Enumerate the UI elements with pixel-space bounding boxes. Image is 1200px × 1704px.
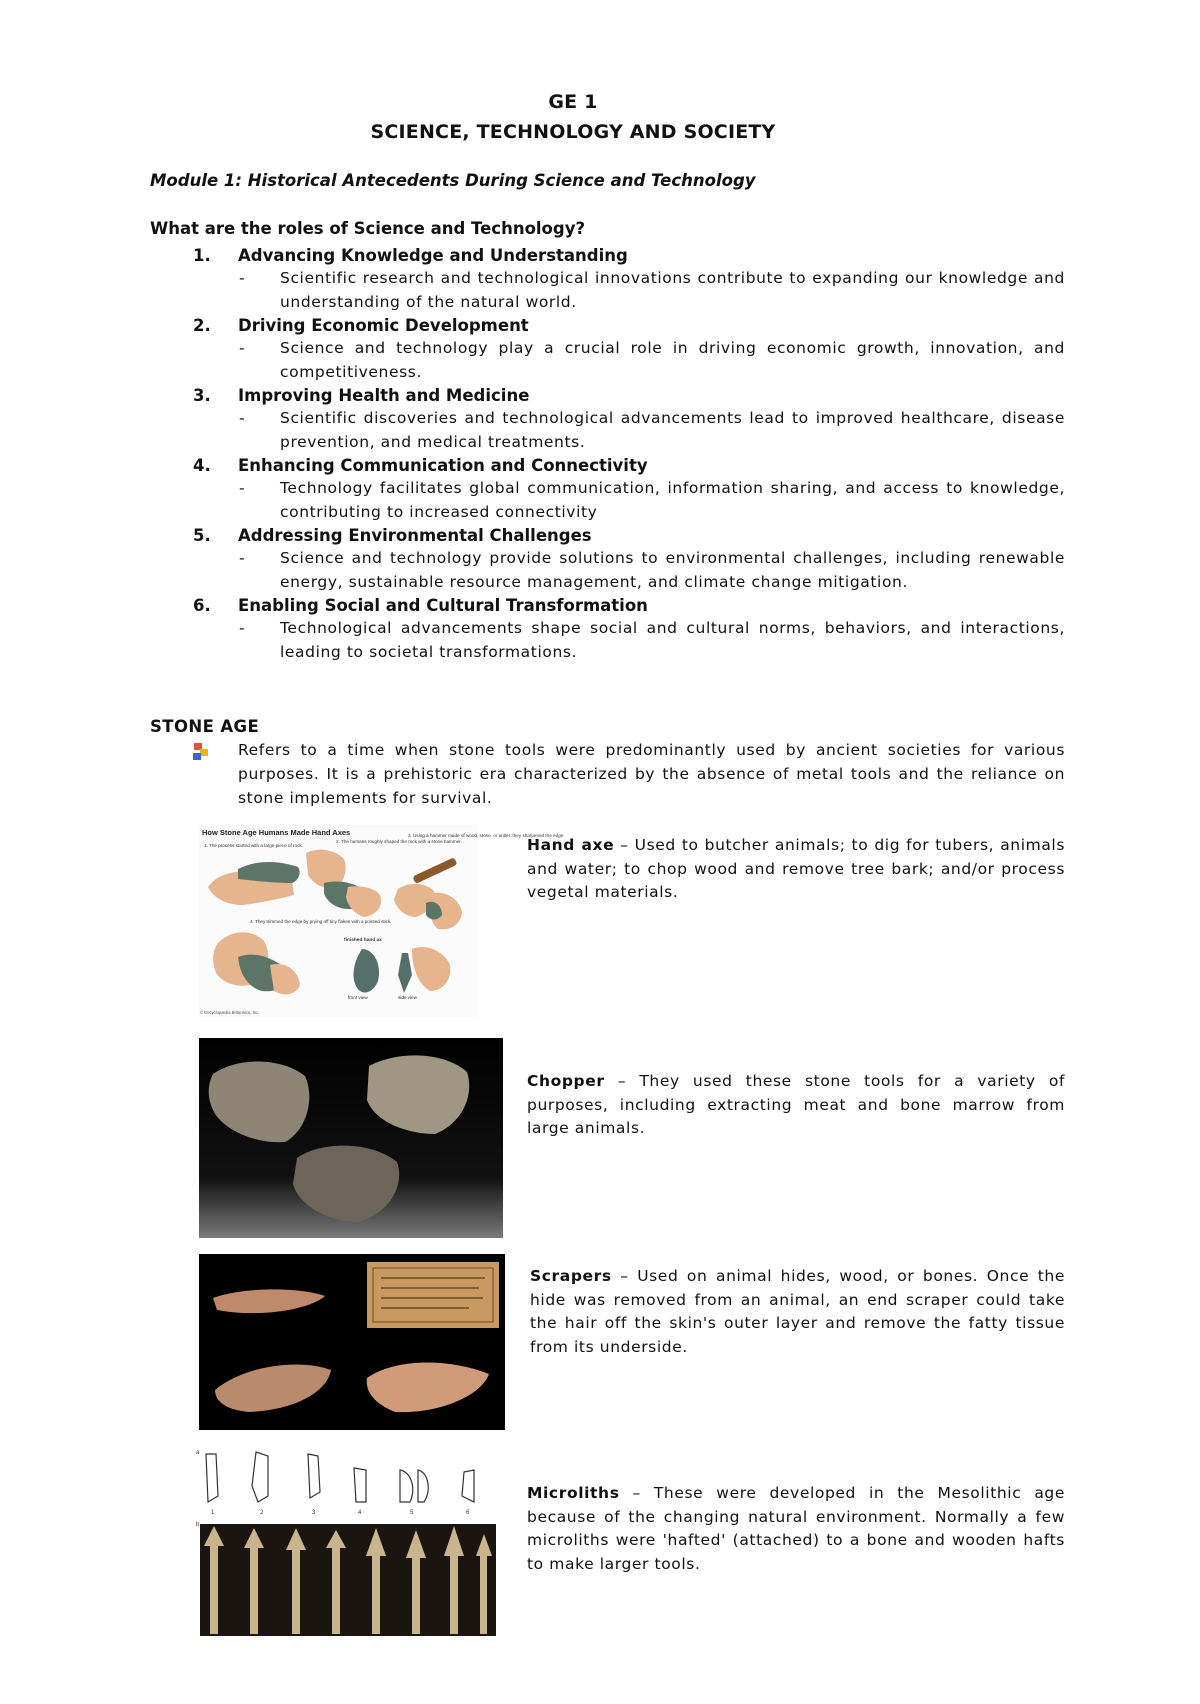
microliths-description: [527, 1482, 1065, 1576]
role-description: [150, 337, 1065, 384]
scrapers-name: Scrapers: [530, 1267, 612, 1285]
role-number: 1.: [193, 246, 211, 265]
step-1-caption: 1. The process started with a large piece of rock.: [204, 843, 303, 848]
role-description-text: Technology facilitates global communication, information sharing, and access to knowledge, contributing to increased connectivity: [280, 479, 1065, 521]
dash-marker: -: [239, 269, 246, 287]
panel-b-label: b: [196, 1522, 200, 1528]
role-description-text: Scientific research and technological innovations contribute to expanding our knowledge and understanding of the natural world.: [280, 269, 1065, 311]
role-description: [150, 407, 1065, 454]
step-3-hand-icon: [394, 857, 462, 929]
scrapers-text: Used on animal hides, wood, or bones. Once the hide was removed from an animal, an end scraper could take the hair off the skin's outer layer and remove the fatty tissue from its underside.: [530, 1267, 1065, 1356]
role-heading: [150, 314, 1065, 337]
role-item: [150, 314, 1065, 384]
chopper-text: They used these stone tools for a variety of purposes, including extracting meat and bone marrow from large animals.: [527, 1072, 1066, 1137]
step-4-hand-icon: [213, 932, 300, 994]
scrapers-separator: –: [611, 1267, 638, 1285]
microliths-figure: [196, 1446, 498, 1638]
figure-number: 4: [358, 1510, 362, 1516]
hand-axe-diagram: [198, 825, 565, 1017]
figure-number: 2: [260, 1510, 264, 1516]
front-view-caption: front view: [348, 995, 368, 1000]
step-2-hand-icon: [306, 850, 381, 917]
scrapers-photo: [199, 1254, 505, 1430]
roles-list: [150, 244, 1065, 664]
hand-axe-illustration: [198, 825, 565, 1017]
role-title: Driving Economic Development: [238, 316, 529, 335]
dash-marker: -: [239, 479, 246, 497]
chopper-description: [527, 1070, 1065, 1141]
finished-caption: finished hand ax: [344, 938, 382, 943]
role-item: [150, 594, 1065, 664]
role-description-text: Science and technology play a crucial role in driving economic growth, innovation, and competitiveness.: [280, 339, 1065, 381]
figure-credit: © Encyclopædia Britannica, Inc.: [200, 1010, 260, 1015]
role-title: Improving Health and Medicine: [238, 386, 530, 405]
role-description: [150, 547, 1065, 594]
figure-title: How Stone Age Humans Made Hand Axes: [202, 828, 351, 837]
figure-number: 1: [211, 1510, 215, 1516]
figure-number: 3: [312, 1510, 316, 1516]
chopper-name: Chopper: [527, 1072, 605, 1090]
role-heading: [150, 524, 1065, 547]
scrapers-image: [199, 1254, 505, 1430]
role-title: Enabling Social and Cultural Transformation: [238, 596, 648, 615]
side-view-caption: side view: [398, 995, 417, 1000]
role-title: Enhancing Communication and Connectivity: [238, 456, 648, 475]
chopper-stones-image: [199, 1038, 503, 1238]
figure-number: 6: [466, 1510, 470, 1516]
module-title: Module 1: Historical Antecedents During Science and Technology: [150, 171, 756, 190]
role-description: [150, 477, 1065, 524]
role-number: 6.: [193, 596, 211, 615]
microliths-name: Microliths: [527, 1484, 620, 1502]
chopper-photo: [199, 1038, 503, 1238]
step-2-caption: 2. The humans roughly shaped the rock with a stone hammer.: [336, 839, 462, 844]
role-item: [150, 524, 1065, 594]
role-number: 5.: [193, 526, 211, 545]
panel-a-label: a: [196, 1450, 200, 1456]
hand-axe-text: Used to butcher animals; to dig for tubers, animals and water; to chop wood and remove tree bark; and/or process vegetal materials.: [527, 836, 1066, 901]
roles-question: What are the roles of Science and Technology?: [150, 219, 586, 238]
role-item: [150, 384, 1065, 454]
role-description-text: Science and technology provide solutions to environmental challenges, including renewable energy, sustainable resource management, and climate change mitigation.: [280, 549, 1065, 591]
role-heading: [150, 594, 1065, 617]
role-description-text: Scientific discoveries and technological advancements lead to improved healthcare, disease prevention, and medical treatments.: [280, 409, 1065, 451]
stone-age-description: Refers to a time when stone tools were predominantly used by ancient societies for various purposes. It is a prehistoric era characterized by the absence of metal tools and the reliance on stone implements for survival.: [238, 741, 1065, 807]
chopper-separator: –: [604, 1072, 640, 1090]
microliths-image: [196, 1446, 498, 1638]
scrapers-description: [530, 1265, 1065, 1359]
figure-number: 5: [410, 1510, 414, 1516]
dash-marker: -: [239, 409, 246, 427]
role-number: 2.: [193, 316, 211, 335]
role-description-text: Technological advancements shape social and cultural norms, behaviors, and interactions, leading to societal transformations.: [280, 619, 1065, 661]
role-title: Addressing Environmental Challenges: [238, 526, 592, 545]
role-number: 3.: [193, 386, 211, 405]
bullet-icon: [190, 741, 212, 763]
role-heading: [150, 454, 1065, 477]
microliths-text: These were developed in the Mesolithic age because of the changing natural environment. Normally a few microliths were 'hafted' (attached) to a bone and wooden hafts to make larger tools.: [527, 1484, 1065, 1573]
course-code: GE 1: [548, 91, 598, 113]
hand-axe-name: Hand axe: [527, 836, 615, 854]
role-item: [150, 454, 1065, 524]
hand-axe-separator: –: [614, 836, 635, 854]
microliths-separator: –: [619, 1484, 654, 1502]
step-4-caption: 4. They trimmed the edge by prying off tiny flakes with a pointed stick.: [250, 919, 392, 924]
role-item: [150, 244, 1065, 314]
step-3-caption: 3. Using a hammer made of wood, stone, or antler, they sharpened the edge.: [408, 833, 565, 838]
course-title: SCIENCE, TECHNOLOGY AND SOCIETY: [370, 121, 776, 143]
role-heading: [150, 244, 1065, 267]
stone-age-heading: STONE AGE: [150, 717, 260, 736]
hand-axe-description: [527, 834, 1065, 905]
step-1-hand-icon: [208, 862, 300, 905]
finished-hand-axe-icon: [354, 947, 451, 993]
dash-marker: -: [239, 549, 246, 567]
role-description: [150, 617, 1065, 664]
dash-marker: -: [239, 619, 246, 637]
role-description: [150, 267, 1065, 314]
role-number: 4.: [193, 456, 211, 475]
role-heading: [150, 384, 1065, 407]
dash-marker: -: [239, 339, 246, 357]
role-title: Advancing Knowledge and Understanding: [238, 246, 628, 265]
microlith-drawings: [206, 1452, 474, 1502]
